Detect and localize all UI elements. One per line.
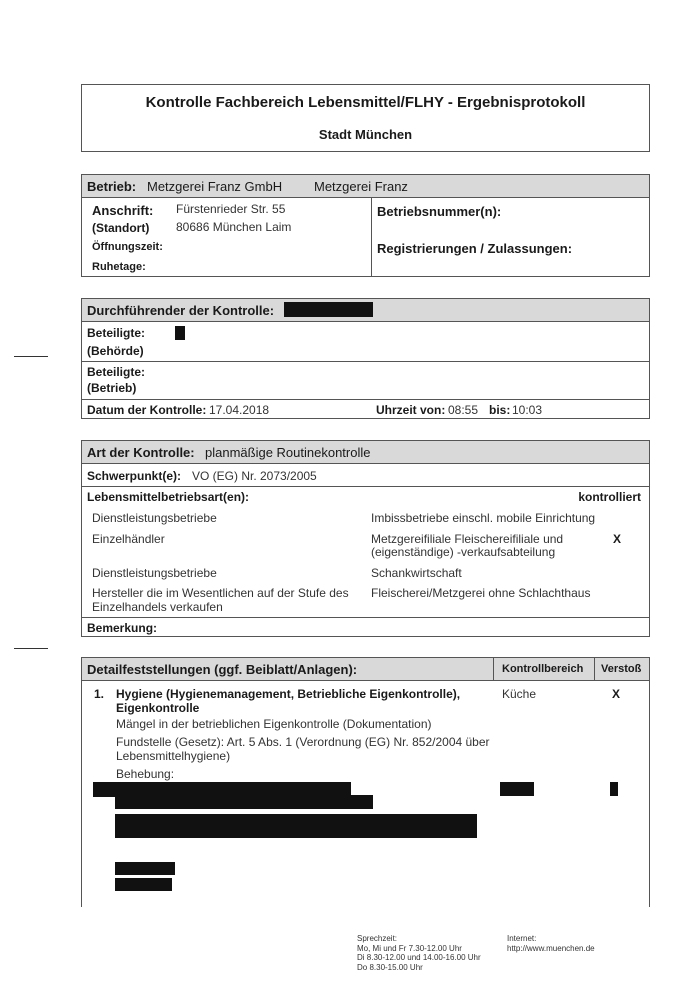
betriebsart-left-item: Dienstleistungsbetriebe xyxy=(92,566,217,580)
oeffnungszeit-label: Öffnungszeit: xyxy=(92,241,163,253)
art-section xyxy=(81,440,650,637)
redacted-block xyxy=(115,862,175,875)
registrierungen-label: Registrierungen / Zulassungen: xyxy=(377,241,573,256)
kontrolle-section xyxy=(81,298,650,419)
uhrzeit-von-value: 08:55 xyxy=(448,403,479,417)
art-label: Art der Kontrolle: xyxy=(87,445,195,460)
kontrolliert-mark: X xyxy=(613,532,622,546)
redacted-block xyxy=(115,814,477,838)
betrieb-short-name: Metzgerei Franz xyxy=(314,179,408,194)
item-verstoss-mark: X xyxy=(612,687,621,701)
art-header xyxy=(82,441,649,464)
sprechzeit-label: Sprechzeit: xyxy=(357,934,398,943)
sprechzeit-line: Mo, Mi und Fr 7.30-12.00 Uhr xyxy=(357,943,462,953)
divider xyxy=(594,658,595,680)
redacted-block xyxy=(284,302,373,317)
bis-label: bis: xyxy=(489,403,511,417)
datum-label: Datum der Kontrolle: xyxy=(87,403,207,417)
betriebsart-left-item: Dienstleistungsbetriebe xyxy=(92,511,217,525)
betriebsart-left-item: Hersteller die im Wesentlichen auf der Stufe des xyxy=(92,586,349,600)
divider xyxy=(82,399,649,400)
city: 80686 München Laim xyxy=(176,220,292,234)
page-title: Kontrolle Fachbereich Lebensmittel/FLHY - Ergebnisprotokoll xyxy=(145,94,586,111)
item-title: Hygiene (Hygienemanagement, Betriebliche Eigenkontrolle), xyxy=(116,687,461,701)
betrieb-section xyxy=(81,174,650,277)
betriebsart-right-item: Schankwirtschaft xyxy=(371,566,462,580)
divider xyxy=(82,486,649,487)
schwerpunkt-value: VO (EG) Nr. 2073/2005 xyxy=(192,469,317,483)
header-box xyxy=(81,84,650,152)
anschrift-label: Anschrift: xyxy=(92,203,154,218)
redacted-block xyxy=(610,782,618,796)
betriebsart-label: Lebensmittelbetriebsart(en): xyxy=(87,490,250,504)
beteiligte-betrieb-label: Beteiligte: xyxy=(87,365,146,379)
betriebsart-right-item: (eigenständige) -verkaufsabteilung xyxy=(371,545,556,559)
betriebsart-right-item: Imbissbetriebe einschl. mobile Einrichtung xyxy=(371,511,596,525)
redacted-block xyxy=(115,795,373,809)
fundstelle-text: Lebensmittelhygiene) xyxy=(116,749,231,763)
sprechzeit-line: Do 8.30-15.00 Uhr xyxy=(357,962,423,972)
divider xyxy=(493,658,494,680)
sprechzeit-line: Di 8.30-12.00 und 14.00-16.00 Uhr xyxy=(357,953,481,962)
betrieb-name: Metzgerei Franz GmbH xyxy=(147,179,283,194)
kontrollbereich-label: Kontrollbereich xyxy=(502,663,584,675)
datum-value: 17.04.2018 xyxy=(209,403,270,417)
durchfuehrender-label: Durchführender der Kontrolle: xyxy=(87,303,275,318)
art-value: planmäßige Routinekontrolle xyxy=(205,445,371,460)
redacted-block xyxy=(175,326,185,340)
uhrzeit-von-label: Uhrzeit von: xyxy=(376,403,446,417)
mangel-text: Mängel in der betrieblichen Eigenkontrolle (Dokumentation) xyxy=(116,717,432,731)
detail-header-label: Detailfeststellungen (ggf. Beiblatt/Anlagen): xyxy=(87,662,358,677)
divider xyxy=(82,361,649,362)
kontrolliert-label: kontrolliert xyxy=(578,490,641,504)
street: Fürstenrieder Str. 55 xyxy=(176,202,286,216)
footer-internet xyxy=(507,934,595,953)
betrieb-header xyxy=(82,175,649,198)
betriebsart-right-item: Metzgereifiliale Fleischereifiliale und xyxy=(371,532,564,546)
schwerpunkt-label: Schwerpunkt(e): xyxy=(87,469,182,483)
beteiligte-behoerde-label: Beteiligte: xyxy=(87,326,146,340)
divider xyxy=(371,197,372,277)
behebung-label: Behebung: xyxy=(116,767,175,781)
footer-sprechzeit xyxy=(357,934,481,972)
redacted-block xyxy=(500,782,534,796)
durchfuehrender-header xyxy=(82,299,649,322)
margin-mark xyxy=(14,356,48,357)
standort-label: (Standort) xyxy=(92,221,150,235)
divider xyxy=(82,617,649,618)
internet-link[interactable]: http://www.muenchen.de xyxy=(507,943,595,953)
bemerkung-label: Bemerkung: xyxy=(87,621,158,635)
page-subtitle: Stadt München xyxy=(318,127,413,142)
fundstelle-text: Fundstelle (Gesetz): Art. 5 Abs. 1 (Verordnung (EG) Nr. 852/2004 über xyxy=(116,735,490,749)
betrieb-label: Betrieb: xyxy=(87,179,137,194)
betriebsart-left-item: Einzelhandels verkaufen xyxy=(92,600,223,614)
margin-mark xyxy=(14,648,48,649)
redacted-block xyxy=(115,878,172,891)
ruhetage-label: Ruhetage: xyxy=(92,261,146,273)
betriebsart-left-item: Einzelhändler xyxy=(92,532,165,546)
item-bereich: Küche xyxy=(502,687,537,701)
internet-label: Internet: xyxy=(507,934,537,943)
betrieb-label: (Betrieb) xyxy=(87,381,137,395)
behoerde-label: (Behörde) xyxy=(87,344,144,358)
item-title: Eigenkontrolle xyxy=(116,701,200,715)
verstoss-label: Verstoß xyxy=(601,663,642,675)
bis-value: 10:03 xyxy=(512,403,543,417)
betriebsnummer-label: Betriebsnummer(n): xyxy=(377,204,502,219)
item-number: 1. xyxy=(94,687,105,701)
detail-header xyxy=(82,658,649,681)
betriebsart-right-item: Fleischerei/Metzgerei ohne Schlachthaus xyxy=(371,586,591,600)
